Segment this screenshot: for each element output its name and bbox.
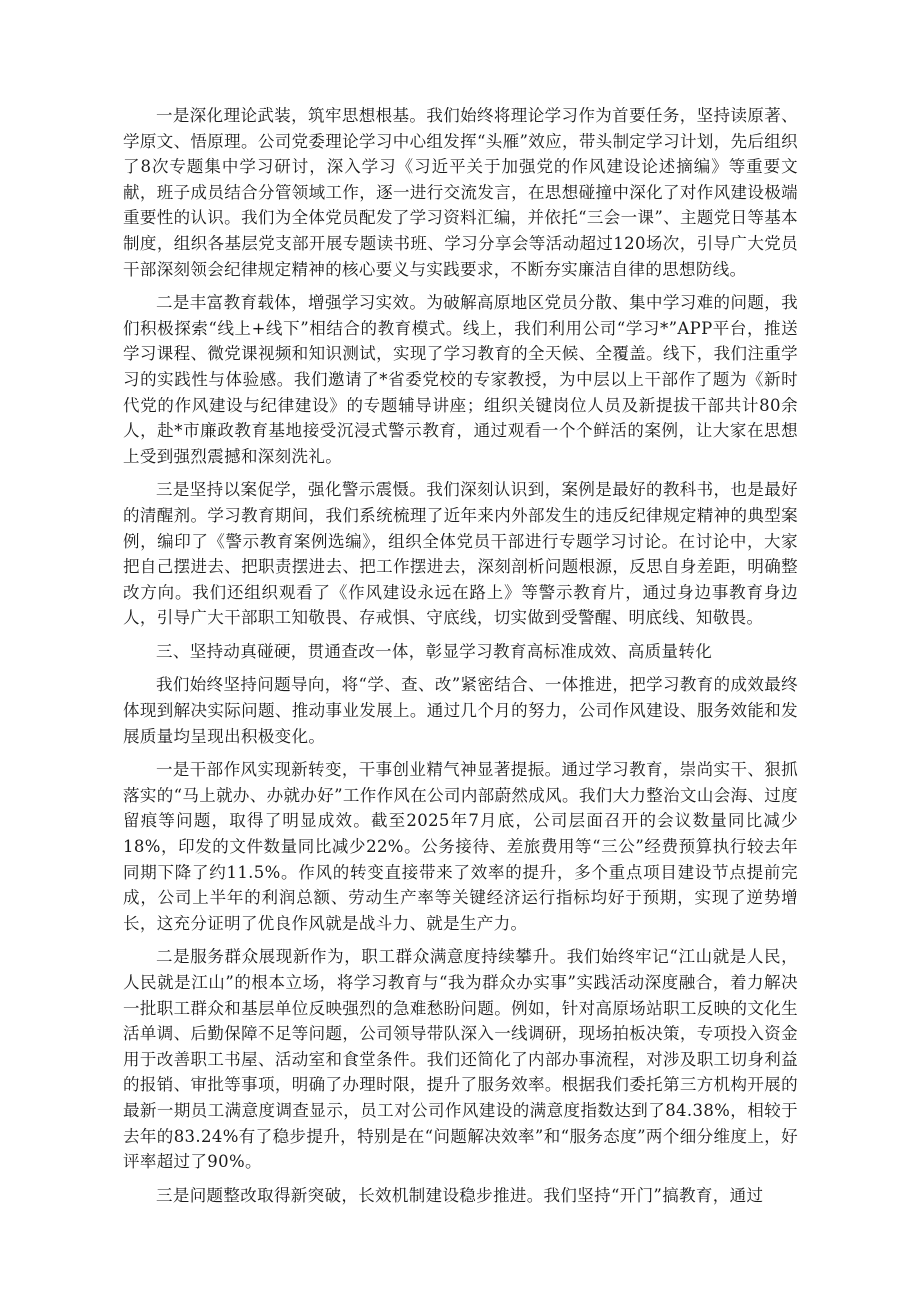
paragraph-serving-masses: 二是服务群众展现新作为，职工群众满意度持续攀升。我们始终牢记“江山就是人民，人民就是江山”的根本立场，将学习教育与“我为群众办实事”实践活动深度融合，着力解决一批职工群众和基层单位反映强烈的急难愁盼问题。例如，针对高原场站职工反映的文化生活单调、后勤保障不足等问题，公司领导带队深入一线调研，现场拍板决策，专项投入资金用于改善职工书屋、活动室和食堂条件。我们还简化了内部办事流程，对涉及职工切身利益的报销、审批等事项，明确了办理时限，提升了服务效率。根据我们委托第三方机构开展的最新一期员工满意度调查显示，员工对公司作风建设的满意度指数达到了84.38%，相较于去年的83.24%有了稳步提升，特别是在“问题解决效率”和“服务态度”两个细分维度上，好评率超过了90%。 — [123, 947, 798, 1172]
document-body — [123, 103, 798, 1216]
paragraph-problem-oriented: 我们始终坚持问题导向，将“学、查、改”紧密结合、一体推进，把学习教育的成效最终体现到解决实际问题、推动事业发展上。通过几个月的努力，公司作风建设、服务效能和发展质量均呈现出积极变化。 — [123, 675, 798, 746]
paragraph-rectification: 三是问题整改取得新突破，长效机制建设稳步推进。我们坚持“开门”搞教育，通过 — [156, 1185, 764, 1205]
paragraph-education-carriers: 二是丰富教育载体，增强学习实效。为破解高原地区党员分散、集中学习难的问题，我们积极探索“线上+线下”相结合的教育模式。线上，我们利用公司“学习*”APP平台，推送学习课程、微党课视频和知识测试，实现了学习教育的全天候、全覆盖。线下，我们注重学习的实践性与体验感。我们邀请了*省委党校的专家教授，为中层以上干部作了题为《新时代党的作风建设与纪律建设》的专题辅导讲座；组织关键岗位人员及新提拔干部共计80余人，赴*市廉政教育基地接受沉浸式警示教育，通过观看一个个鲜活的案例，让大家在思想上受到强烈震撼和深刻洗礼。 — [123, 293, 798, 466]
paragraph-theory-study: 一是深化理论武装，筑牢思想根基。我们始终将理论学习作为首要任务，坚持读原著、学原文、悟原理。公司党委理论学习中心组发挥“头雁”效应，带头制定学习计划，先后组织了8次专题集中学习研讨，深入学习《习近平关于加强党的作风建设论述摘编》等重要文献，班子成员结合分管领域工作，逐一进行交流发言，在思想碰撞中深化了对作风建设极端重要性的认识。我们为全体党员配发了学习资料汇编，并依托“三会一课”、主题党日等基本制度，组织各基层党支部开展专题读书班、学习分享会等活动超过120场次，引导广大党员干部深刻领会纪律规定精神的核心要义与实践要求，不断夯实廉洁自律的思想防线。 — [123, 106, 798, 279]
paragraph-cadre-style: 一是干部作风实现新转变，干事创业精气神显著提振。通过学习教育，崇尚实干、狠抓落实的“马上就办、办就办好”工作作风在公司内部蔚然成风。我们大力整治文山会海、过度留痕等问题，取得了明显成效。截至2025年7月底，公司层面召开的会议数量同比减少18%，印发的文件数量同比减少22%。公务接待、差旅费用等“三公”经费预算执行较去年同期下降了约11.5%。作风的转变直接带来了效率的提升，多个重点项目建设节点提前完成，公司上半年的利润总额、劳动生产率等关键经济运行指标均好于预期，实现了逆势增长，这充分证明了优良作风就是战斗力、就是生产力。 — [123, 760, 798, 933]
paragraph-case-warning: 三是坚持以案促学，强化警示震慑。我们深刻认识到，案例是最好的教科书，也是最好的清醒剂。学习教育期间，我们系统梳理了近年来内外部发生的违反纪律规定精神的典型案例，编印了《警示教育案例选编》，组织全体党员干部进行专题学习讨论。在讨论中，大家把自己摆进去、把职责摆进去、把工作摆进去，深刻剖析问题根源，反思自身差距，明确整改方向。我们还组织观看了《作风建设永远在路上》等警示教育片，通过身边事教育身边人，引导广大干部职工知敬畏、存戒惧、守底线，切实做到受警醒、明底线、知敬畏。 — [123, 480, 798, 628]
section-heading-three: 三、坚持动真碰硬，贯通查改一体，彰显学习教育高标准成效、高质量转化 — [156, 641, 713, 661]
